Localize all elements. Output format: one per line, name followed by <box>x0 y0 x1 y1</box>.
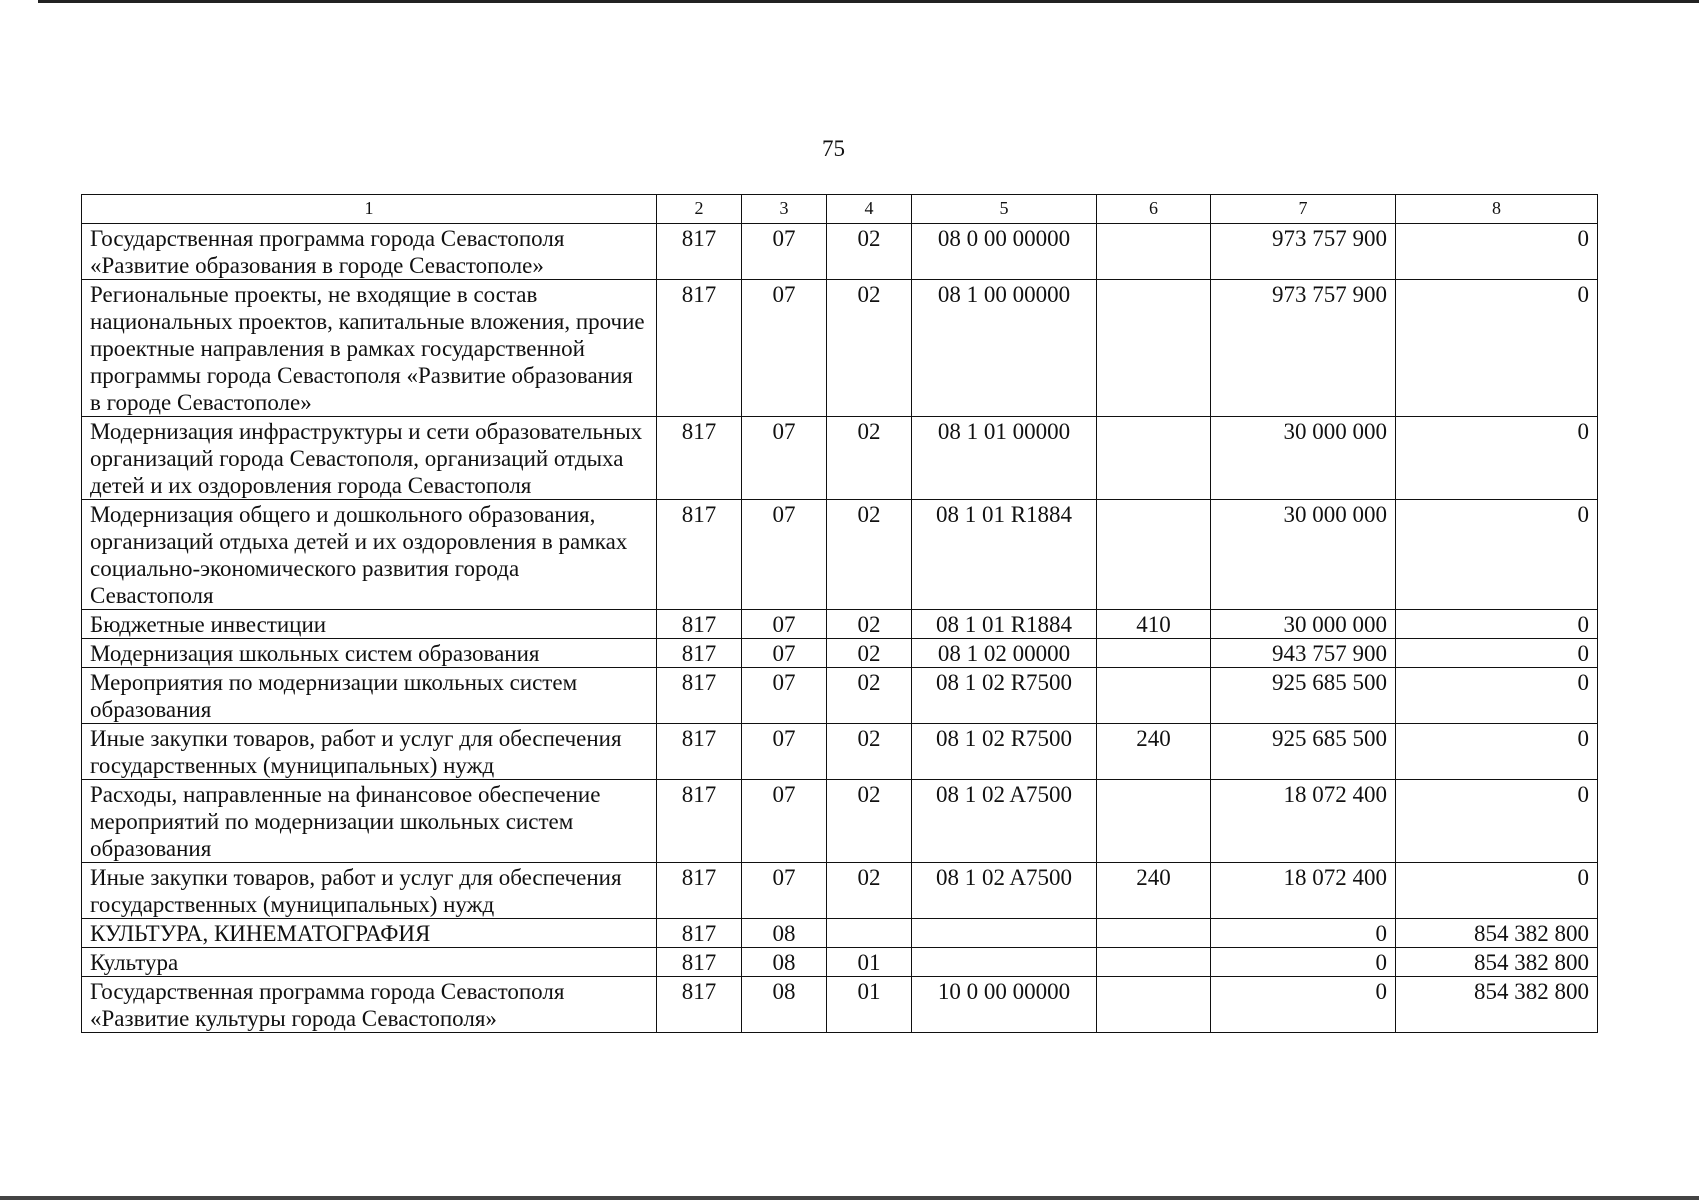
row-amount2-cell: 0 <box>1396 500 1598 610</box>
table-row <box>82 724 1598 780</box>
row-pr-cell: 02 <box>827 224 912 280</box>
top-border-line <box>38 0 1699 3</box>
row-pr-cell: 02 <box>827 500 912 610</box>
row-amount2-cell: 0 <box>1396 280 1598 417</box>
row-vr-cell <box>1097 668 1211 724</box>
row-amount-cell: 0 <box>1211 919 1396 948</box>
row-vr-cell <box>1097 948 1211 977</box>
row-amount2-cell: 0 <box>1396 668 1598 724</box>
row-csr-cell: 08 1 01 R1884 <box>912 610 1097 639</box>
row-name-cell: Мероприятия по модернизации школьных систем образования <box>82 668 657 724</box>
row-name-cell: Государственная программа города Севастополя «Развитие культуры города Севастополя» <box>82 977 657 1033</box>
column-header: 5 <box>912 195 1097 224</box>
row-gr-cell: 817 <box>657 500 742 610</box>
row-csr-cell <box>912 948 1097 977</box>
bottom-border-line <box>0 1196 1699 1200</box>
row-gr-cell: 817 <box>657 668 742 724</box>
row-pr-cell <box>827 919 912 948</box>
row-csr-cell: 08 1 02 A7500 <box>912 780 1097 863</box>
row-pr-cell: 02 <box>827 610 912 639</box>
row-gr-cell: 817 <box>657 724 742 780</box>
row-pr-cell: 02 <box>827 668 912 724</box>
row-gr-cell: 817 <box>657 977 742 1033</box>
table-row <box>82 639 1598 668</box>
table-row <box>82 863 1598 919</box>
row-csr-cell: 08 1 01 00000 <box>912 417 1097 500</box>
row-vr-cell: 240 <box>1097 724 1211 780</box>
row-csr-cell: 10 0 00 00000 <box>912 977 1097 1033</box>
row-rz-cell: 08 <box>742 977 827 1033</box>
row-rz-cell: 07 <box>742 863 827 919</box>
row-pr-cell: 01 <box>827 948 912 977</box>
row-rz-cell: 07 <box>742 280 827 417</box>
row-csr-cell: 08 1 01 R1884 <box>912 500 1097 610</box>
row-gr-cell: 817 <box>657 948 742 977</box>
row-gr-cell: 817 <box>657 919 742 948</box>
row-amount-cell: 18 072 400 <box>1211 780 1396 863</box>
row-name-cell: Иные закупки товаров, работ и услуг для обеспечения государственных (муниципальных) нужд <box>82 863 657 919</box>
row-amount-cell: 18 072 400 <box>1211 863 1396 919</box>
row-amount2-cell: 0 <box>1396 863 1598 919</box>
table-row <box>82 668 1598 724</box>
row-gr-cell: 817 <box>657 610 742 639</box>
row-name-cell: Расходы, направленные на финансовое обеспечение мероприятий по модернизации школьных систем образования <box>82 780 657 863</box>
row-amount2-cell: 0 <box>1396 417 1598 500</box>
table-row <box>82 417 1598 500</box>
page-number: 75 <box>822 136 845 161</box>
row-amount-cell: 0 <box>1211 977 1396 1033</box>
column-header: 2 <box>657 195 742 224</box>
row-gr-cell: 817 <box>657 780 742 863</box>
table-row <box>82 500 1598 610</box>
row-gr-cell: 817 <box>657 280 742 417</box>
row-name-cell: КУЛЬТУРА, КИНЕМАТОГРАФИЯ <box>82 919 657 948</box>
row-rz-cell: 07 <box>742 417 827 500</box>
header-row <box>82 195 1598 224</box>
row-rz-cell: 07 <box>742 610 827 639</box>
row-vr-cell <box>1097 977 1211 1033</box>
row-rz-cell: 07 <box>742 668 827 724</box>
row-name-cell: Модернизация инфраструктуры и сети образовательных организаций города Севастополя, организаций отдыха детей и их оздоровления города Севастополя <box>82 417 657 500</box>
row-csr-cell: 08 1 02 R7500 <box>912 668 1097 724</box>
row-name-cell: Государственная программа города Севастополя «Развитие образования в городе Севастополе» <box>82 224 657 280</box>
row-name-cell: Региональные проекты, не входящие в состав национальных проектов, капитальные вложения, прочие проектные направления в рамках государственной программы города Севастополя «Развитие образования в городе Севастополе» <box>82 280 657 417</box>
row-amount-cell: 30 000 000 <box>1211 500 1396 610</box>
row-pr-cell: 01 <box>827 977 912 1033</box>
row-rz-cell: 07 <box>742 639 827 668</box>
row-gr-cell: 817 <box>657 417 742 500</box>
row-vr-cell <box>1097 224 1211 280</box>
row-pr-cell: 02 <box>827 280 912 417</box>
row-amount-cell: 30 000 000 <box>1211 417 1396 500</box>
row-name-cell: Модернизация общего и дошкольного образования, организаций отдыха детей и их оздоровления в рамках социально-экономического развития города Севастополя <box>82 500 657 610</box>
row-name-cell: Культура <box>82 948 657 977</box>
column-header: 8 <box>1396 195 1598 224</box>
row-csr-cell: 08 1 02 R7500 <box>912 724 1097 780</box>
row-amount2-cell: 0 <box>1396 724 1598 780</box>
row-csr-cell: 08 0 00 00000 <box>912 224 1097 280</box>
table-row <box>82 977 1598 1033</box>
row-name-cell: Модернизация школьных систем образования <box>82 639 657 668</box>
table-row <box>82 780 1598 863</box>
table-row <box>82 919 1598 948</box>
table-body <box>82 224 1598 1033</box>
table-row <box>82 610 1598 639</box>
table-row <box>82 948 1598 977</box>
row-vr-cell: 240 <box>1097 863 1211 919</box>
row-vr-cell <box>1097 780 1211 863</box>
column-header: 4 <box>827 195 912 224</box>
row-vr-cell: 410 <box>1097 610 1211 639</box>
row-rz-cell: 07 <box>742 500 827 610</box>
row-name-cell: Бюджетные инвестиции <box>82 610 657 639</box>
row-vr-cell <box>1097 500 1211 610</box>
budget-table <box>81 194 1598 1033</box>
row-rz-cell: 08 <box>742 948 827 977</box>
column-header: 6 <box>1097 195 1211 224</box>
row-amount-cell: 973 757 900 <box>1211 224 1396 280</box>
row-csr-cell: 08 1 02 00000 <box>912 639 1097 668</box>
row-rz-cell: 07 <box>742 780 827 863</box>
row-amount-cell: 925 685 500 <box>1211 724 1396 780</box>
row-amount2-cell: 854 382 800 <box>1396 948 1598 977</box>
row-amount2-cell: 0 <box>1396 610 1598 639</box>
row-pr-cell: 02 <box>827 780 912 863</box>
row-name-cell: Иные закупки товаров, работ и услуг для обеспечения государственных (муниципальных) нужд <box>82 724 657 780</box>
row-csr-cell <box>912 919 1097 948</box>
column-header: 3 <box>742 195 827 224</box>
row-amount2-cell: 0 <box>1396 224 1598 280</box>
row-rz-cell: 07 <box>742 724 827 780</box>
row-amount2-cell: 854 382 800 <box>1396 977 1598 1033</box>
row-amount-cell: 943 757 900 <box>1211 639 1396 668</box>
row-amount-cell: 973 757 900 <box>1211 280 1396 417</box>
row-gr-cell: 817 <box>657 863 742 919</box>
row-rz-cell: 07 <box>742 224 827 280</box>
row-pr-cell: 02 <box>827 863 912 919</box>
column-header: 7 <box>1211 195 1396 224</box>
row-pr-cell: 02 <box>827 417 912 500</box>
row-vr-cell <box>1097 280 1211 417</box>
row-amount2-cell: 0 <box>1396 639 1598 668</box>
row-rz-cell: 08 <box>742 919 827 948</box>
row-amount-cell: 925 685 500 <box>1211 668 1396 724</box>
table-row <box>82 280 1598 417</box>
column-header: 1 <box>82 195 657 224</box>
row-csr-cell: 08 1 02 A7500 <box>912 863 1097 919</box>
row-pr-cell: 02 <box>827 724 912 780</box>
table-row <box>82 224 1598 280</box>
row-amount-cell: 30 000 000 <box>1211 610 1396 639</box>
row-gr-cell: 817 <box>657 224 742 280</box>
row-amount2-cell: 0 <box>1396 780 1598 863</box>
row-vr-cell <box>1097 639 1211 668</box>
row-pr-cell: 02 <box>827 639 912 668</box>
row-vr-cell <box>1097 919 1211 948</box>
row-amount-cell: 0 <box>1211 948 1396 977</box>
row-csr-cell: 08 1 00 00000 <box>912 280 1097 417</box>
row-gr-cell: 817 <box>657 639 742 668</box>
row-vr-cell <box>1097 417 1211 500</box>
row-amount2-cell: 854 382 800 <box>1396 919 1598 948</box>
